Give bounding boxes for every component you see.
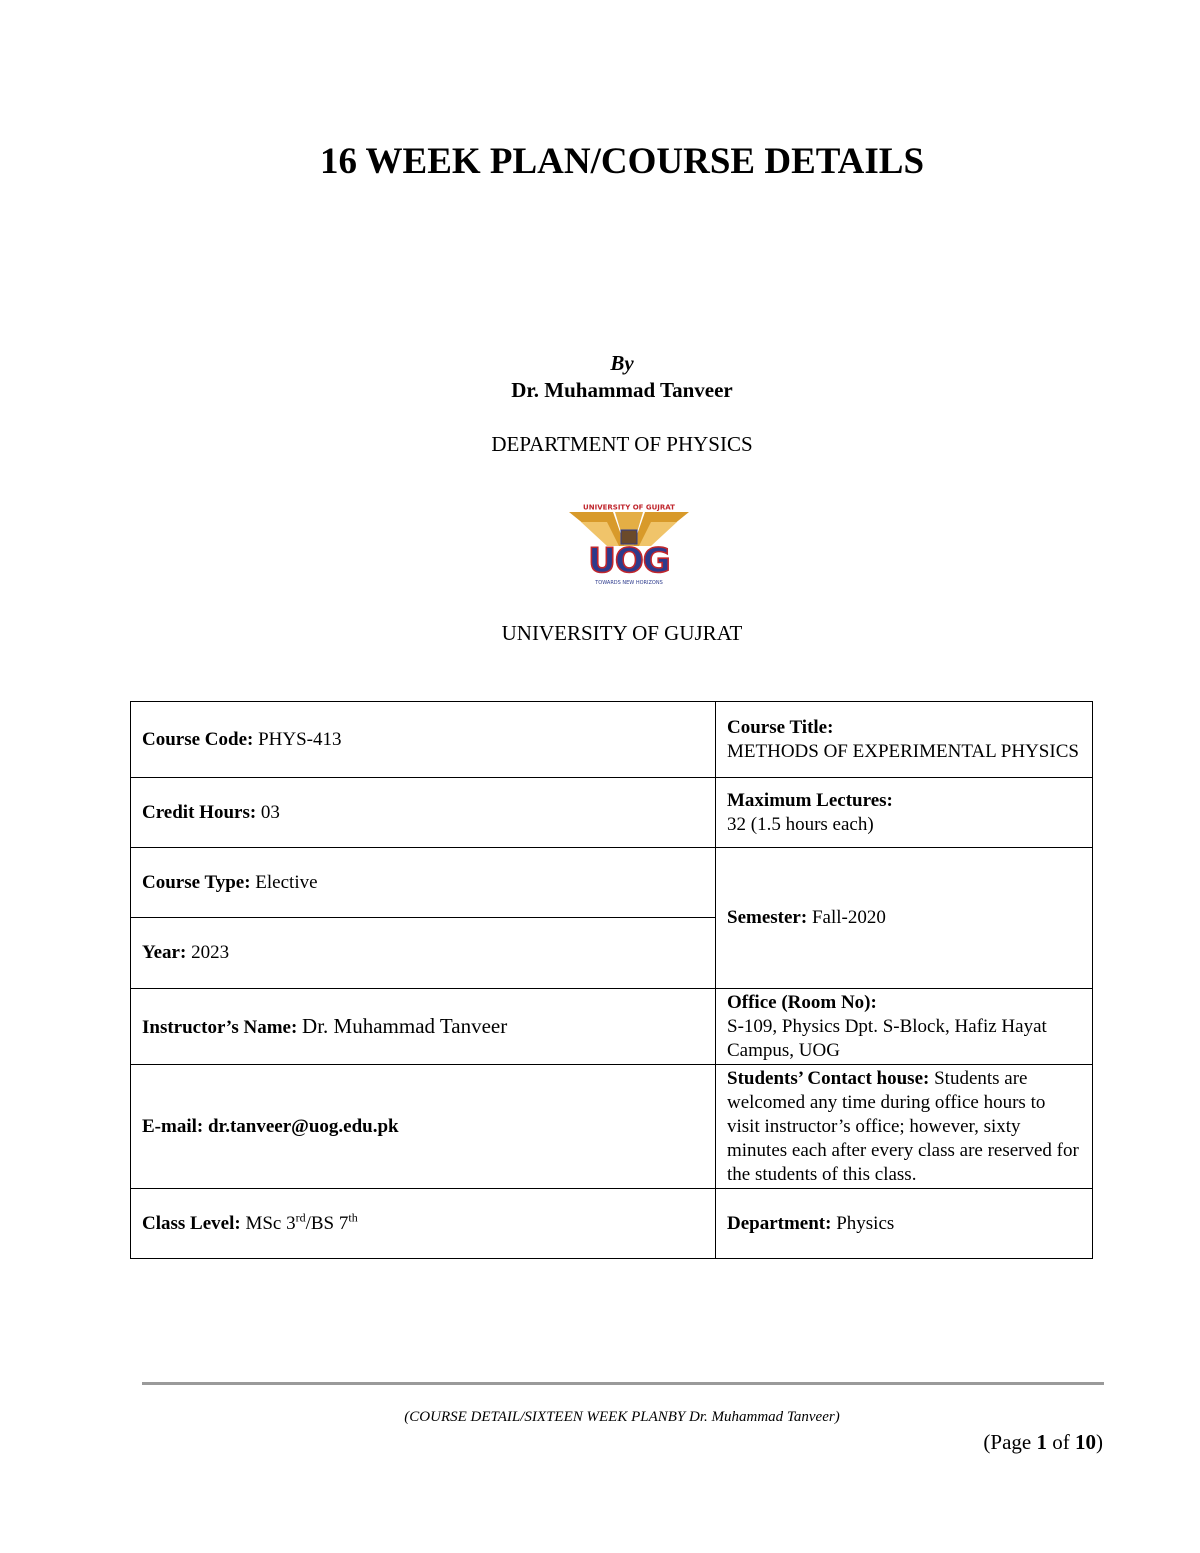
instructor-cell (131, 989, 716, 1065)
class-level-cell (131, 1189, 716, 1259)
max-lectures-value: 32 (1.5 hours each) (727, 813, 874, 835)
office-value: S-109, Physics Dpt. S-Block, Hafiz Hayat Campus, UOG (727, 1015, 1047, 1061)
svg-text:UNIVERSITY OF GUJRAT: UNIVERSITY OF GUJRAT (583, 503, 675, 512)
email-cell (131, 1065, 716, 1189)
class-level-bs: /BS 7 (305, 1212, 349, 1234)
page-of: of (1047, 1430, 1075, 1454)
page-prefix: (Page (983, 1430, 1037, 1454)
department-label: Department: (727, 1212, 832, 1234)
university-name: UNIVERSITY OF GUJRAT (501, 621, 743, 645)
office-label: Office (Room No): (727, 991, 877, 1013)
department-cell (716, 1189, 1093, 1259)
semester-value: Fall-2020 (811, 907, 886, 928)
email-value[interactable]: dr.tanveer@uog.edu.pk (207, 1115, 399, 1137)
table-row (131, 702, 1093, 778)
class-level-bs-sup: th (348, 1210, 358, 1225)
instructor-label: Instructor’s Name: (142, 1016, 298, 1038)
department-heading: DEPARTMENT OF PHYSICS (491, 432, 753, 456)
credit-hours-cell (131, 778, 716, 848)
instructor-value: Dr. Muhammad Tanveer (302, 1013, 508, 1038)
course-details-table (130, 701, 1093, 1259)
course-type-cell (131, 848, 716, 918)
page-number (983, 1430, 1103, 1455)
page-suffix: ) (1096, 1430, 1103, 1454)
class-level-msc: MSc 3 (245, 1212, 296, 1234)
table-row (131, 1065, 1093, 1189)
max-lectures-label: Maximum Lectures: (727, 789, 893, 811)
class-level-label: Class Level: (142, 1212, 241, 1234)
course-title-value: METHODS OF EXPERIMENTAL PHYSICS (727, 740, 1079, 762)
footer-divider (142, 1382, 1104, 1385)
page-current: 1 (1036, 1430, 1047, 1454)
document-title: 16 WEEK PLAN/COURSE DETAILS (319, 141, 925, 182)
max-lectures-cell (716, 778, 1093, 848)
semester-cell (716, 848, 1093, 989)
contact-hours-label: Students’ Contact house: (727, 1067, 930, 1089)
office-cell (716, 989, 1093, 1065)
course-title-cell (716, 702, 1093, 778)
university-logo (567, 500, 691, 590)
year-cell (131, 918, 716, 989)
course-type-value: Elective (255, 871, 318, 893)
course-type-label: Course Type: (142, 871, 251, 893)
contact-hours-value: Students are welcomed any time during office hours to visit instructor’s office; however, sixty minutes each after every class are reserved for the students of this class. (727, 1067, 1079, 1185)
course-code-value: PHYS-413 (258, 728, 342, 750)
course-code-cell (131, 702, 716, 778)
class-level-msc-sup: rd (295, 1210, 306, 1225)
table-row (131, 989, 1093, 1065)
semester-label: Semester: (727, 907, 808, 928)
year-value: 2023 (191, 942, 230, 963)
svg-text:TOWARDS NEW HORIZONS: TOWARDS NEW HORIZONS (595, 580, 663, 586)
page-total: 10 (1075, 1430, 1096, 1454)
author-name: Dr. Muhammad Tanveer (511, 378, 733, 402)
footer-text: (COURSE DETAIL/SIXTEEN WEEK PLANBY Dr. Muhammad Tanveer) (404, 1409, 840, 1425)
contact-hours-cell (716, 1065, 1093, 1189)
course-title-label: Course Title: (727, 716, 834, 738)
by-line: By (610, 351, 634, 375)
credit-hours-value: 03 (260, 801, 280, 823)
email-label: E-mail: (142, 1115, 204, 1137)
year-label: Year: (142, 942, 187, 963)
svg-text:UOG: UOG (588, 541, 670, 581)
table-row (131, 848, 1093, 918)
department-value: Physics (836, 1212, 895, 1234)
credit-hours-label: Credit Hours: (142, 801, 257, 823)
course-code-label: Course Code: (142, 728, 254, 750)
table-row (131, 1189, 1093, 1259)
table-row (131, 778, 1093, 848)
